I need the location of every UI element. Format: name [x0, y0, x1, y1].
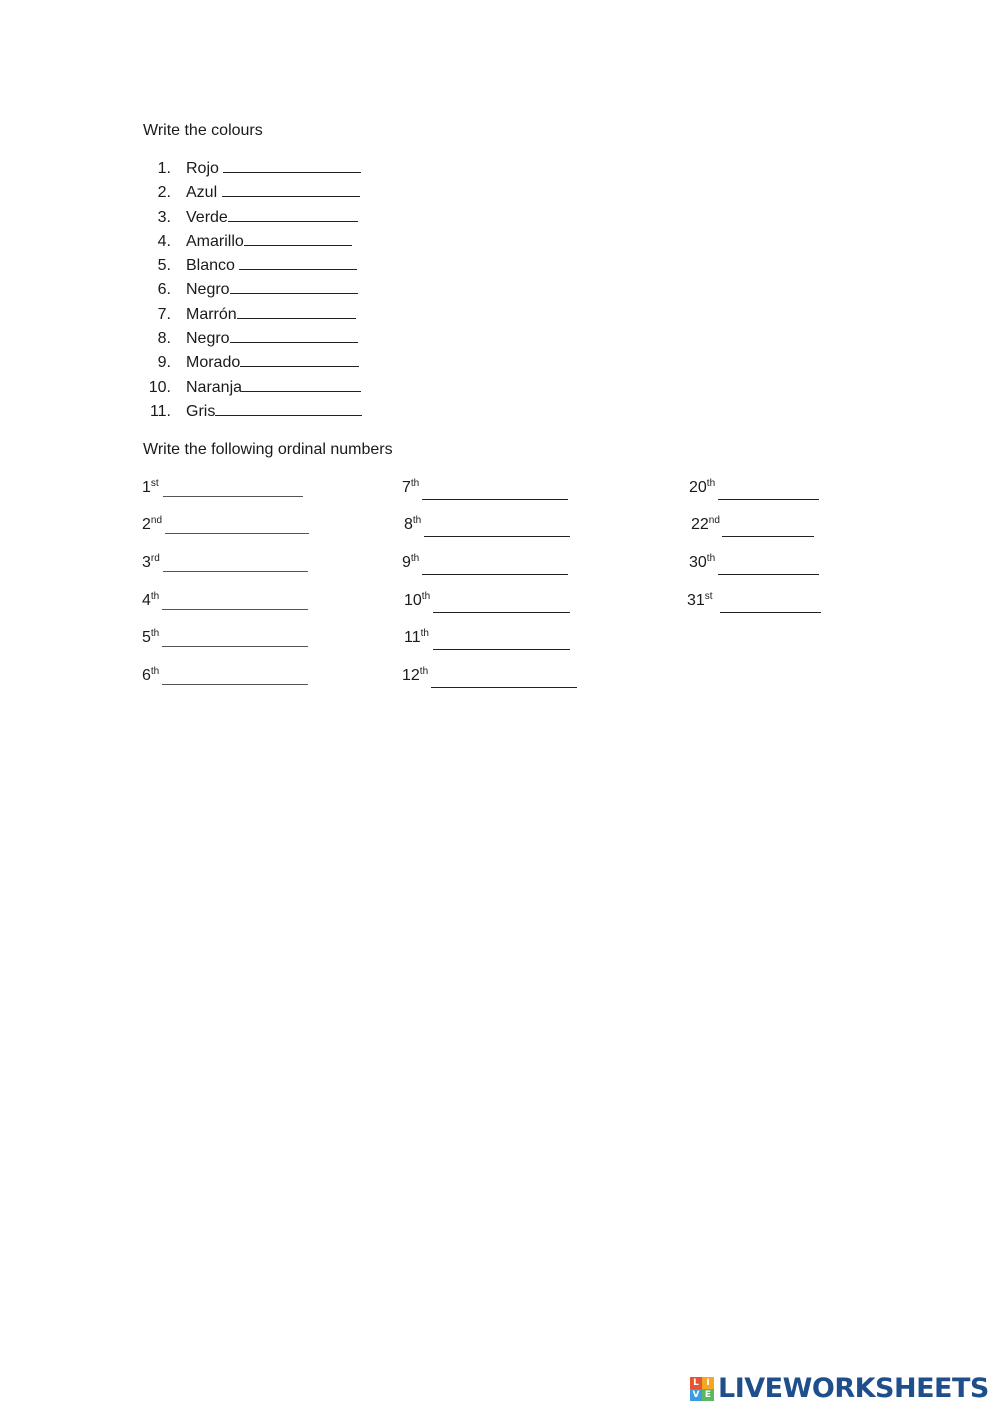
ordinal-suffix: nd — [150, 515, 163, 526]
item-number: 1. — [157, 160, 171, 177]
ordinal-suffix: th — [410, 553, 420, 564]
answer-blank[interactable] — [162, 684, 308, 685]
ordinal-number: 31 — [687, 592, 705, 609]
colour-word: Rojo — [186, 157, 361, 181]
colour-word: Morado — [186, 351, 359, 375]
ordinal-number: 1 — [142, 479, 151, 496]
ordinal-number: 5 — [142, 629, 151, 646]
colour-word: Amarillo — [186, 230, 352, 254]
ordinal-number: 8 — [404, 516, 413, 533]
item-number: 7. — [157, 305, 171, 323]
item-number: 9. — [157, 354, 171, 372]
ordinal-item — [142, 591, 159, 613]
answer-blank[interactable] — [422, 574, 568, 575]
ordinal-item — [689, 478, 715, 500]
liveworksheets-logo — [690, 1374, 989, 1404]
colour-word: Azul — [186, 181, 360, 205]
ordinal-suffix: th — [412, 515, 422, 526]
ordinal-item — [689, 553, 715, 575]
answer-blank[interactable] — [424, 536, 570, 537]
item-number: 5. — [157, 257, 171, 275]
colour-word: Blanco — [186, 254, 357, 278]
item-number: 8. — [157, 330, 171, 348]
logo-text: LIVEWORKSHEETS — [718, 1373, 989, 1404]
ordinal-suffix: th — [419, 666, 429, 677]
answer-blank[interactable] — [162, 609, 308, 610]
ordinal-suffix: th — [410, 478, 420, 489]
ordinal-number: 2 — [142, 516, 151, 533]
ordinal-number: 12 — [402, 667, 420, 684]
ordinal-suffix: th — [150, 666, 160, 677]
ordinal-suffix: th — [421, 591, 431, 602]
answer-blank[interactable] — [722, 536, 814, 537]
ordinal-number: 10 — [404, 592, 422, 609]
answer-blank[interactable] — [215, 402, 362, 416]
answer-blank[interactable] — [422, 499, 568, 500]
item-number: 2. — [157, 184, 171, 202]
item-number: 6. — [157, 281, 171, 299]
ordinal-number: 9 — [402, 554, 411, 571]
ordinal-suffix: th — [706, 553, 716, 564]
answer-blank[interactable] — [163, 571, 308, 572]
ordinal-number: 30 — [689, 554, 707, 571]
ordinal-item — [142, 553, 160, 575]
ordinal-suffix: st — [704, 591, 713, 602]
ordinal-item — [404, 591, 430, 613]
ordinal-suffix: nd — [708, 515, 720, 526]
ordinal-item — [142, 666, 159, 688]
answer-blank[interactable] — [162, 646, 308, 647]
logo-block: E — [702, 1389, 714, 1401]
ordinal-number: 22 — [691, 516, 709, 533]
colour-word: Negro — [186, 278, 358, 302]
ordinal-item — [142, 478, 159, 500]
ordinal-suffix: th — [420, 628, 429, 639]
colour-word: Verde — [186, 206, 358, 230]
ordinal-suffix: rd — [150, 553, 160, 564]
colour-word: Marrón — [186, 303, 356, 327]
ordinal-suffix: st — [150, 478, 159, 489]
logo-block: I — [702, 1377, 714, 1389]
ordinal-item — [142, 628, 159, 650]
ordinal-item — [691, 515, 720, 537]
answer-blank[interactable] — [433, 612, 570, 613]
logo-block: V — [690, 1389, 702, 1401]
colours-heading: Write the colours — [143, 122, 263, 139]
answer-blank[interactable] — [718, 499, 819, 500]
answer-blank[interactable] — [431, 687, 577, 688]
item-number: 3. — [157, 208, 171, 226]
ordinal-number: 3 — [142, 554, 151, 571]
ordinal-suffix: th — [706, 478, 716, 489]
answer-blank[interactable] — [244, 232, 352, 246]
ordinal-suffix: th — [150, 591, 160, 602]
answer-blank[interactable] — [222, 183, 360, 197]
ordinal-number: 6 — [142, 667, 151, 684]
answer-blank[interactable] — [223, 159, 361, 173]
ordinal-number: 11 — [404, 629, 421, 646]
ordinals-heading: Write the following ordinal numbers — [143, 441, 393, 458]
answer-blank[interactable] — [228, 208, 358, 222]
ordinal-item — [404, 515, 421, 537]
logo-block: L — [690, 1377, 702, 1389]
ordinal-number: 20 — [689, 479, 707, 496]
answer-blank[interactable] — [163, 496, 303, 497]
colour-word: Naranja — [186, 376, 361, 400]
answer-blank[interactable] — [237, 305, 356, 319]
ordinal-suffix: th — [150, 628, 160, 639]
ordinal-item — [402, 666, 428, 688]
item-number: 4. — [157, 232, 171, 250]
ordinal-item — [404, 628, 429, 650]
colour-word: Negro — [186, 327, 358, 351]
ordinal-item — [687, 591, 713, 613]
ordinal-item — [142, 515, 162, 537]
answer-blank[interactable] — [165, 533, 309, 534]
answer-blank[interactable] — [242, 378, 361, 392]
ordinal-item — [402, 478, 419, 500]
colour-word: Gris — [186, 400, 362, 424]
answer-blank[interactable] — [239, 256, 357, 270]
ordinal-item — [402, 553, 419, 575]
answer-blank[interactable] — [240, 353, 359, 367]
item-number: 10. — [148, 378, 171, 396]
item-number: 11. — [149, 402, 171, 420]
answer-blank[interactable] — [718, 574, 819, 575]
answer-blank[interactable] — [230, 280, 358, 294]
ordinal-number: 7 — [402, 479, 411, 496]
logo-blocks-icon — [690, 1377, 714, 1401]
answer-blank[interactable] — [720, 612, 821, 613]
answer-blank[interactable] — [433, 649, 570, 650]
answer-blank[interactable] — [230, 329, 358, 343]
ordinal-number: 4 — [142, 592, 151, 609]
